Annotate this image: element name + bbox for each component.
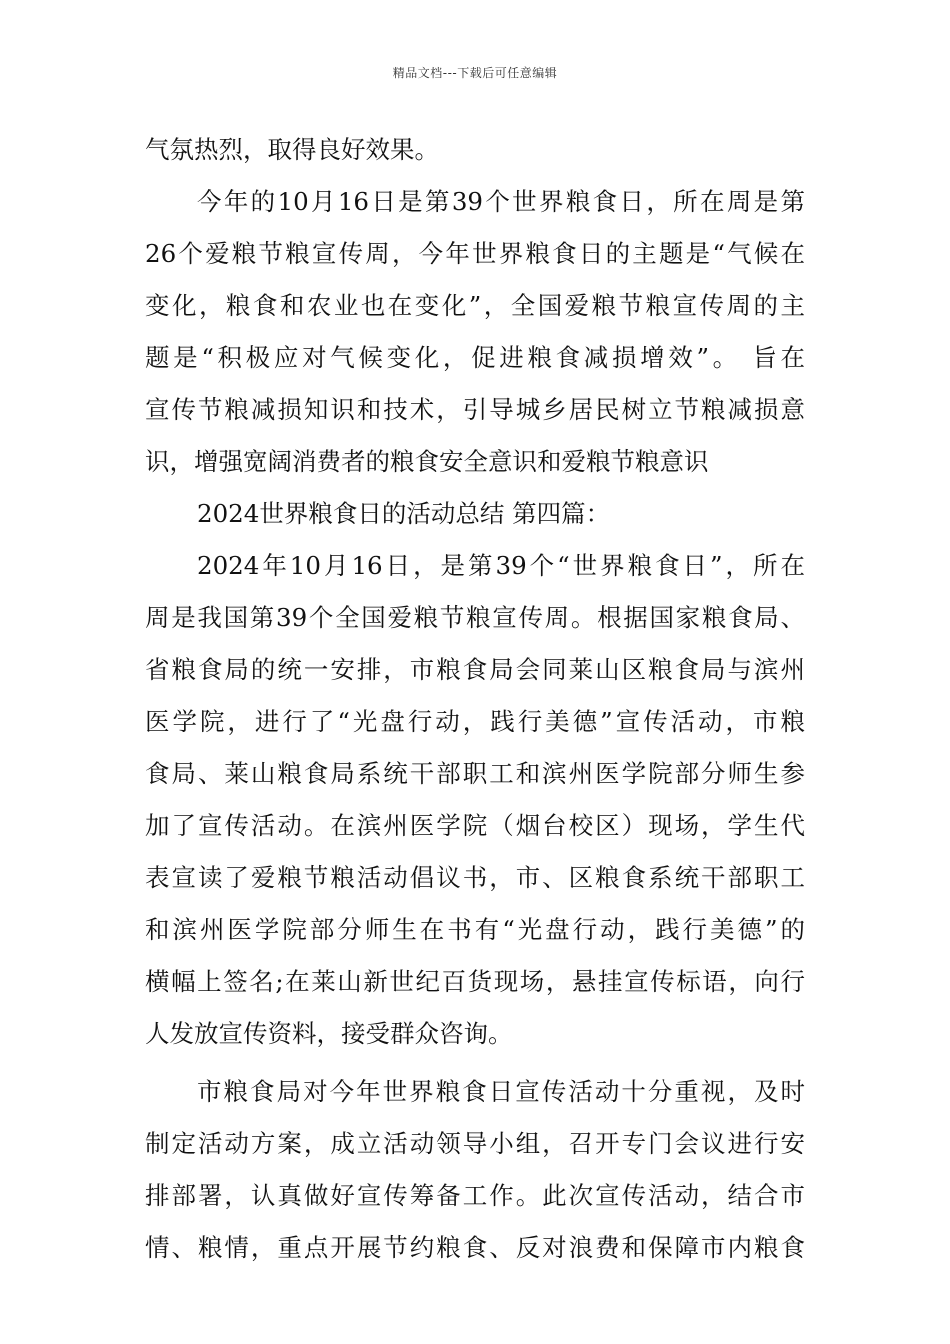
text-line: 排部署，认真做好宣传筹备工作。此次宣传活动，结合市 — [145, 1181, 805, 1210]
text-line: 26个爱粮节粮宣传周，今年世界粮食日的主题是“气候在 — [145, 239, 805, 268]
text-line: 制定活动方案，成立活动领导小组，召开专门会议进行安 — [145, 1129, 805, 1158]
text-line: 加了宣传活动。在滨州医学院（烟台校区）现场，学生代 — [145, 811, 805, 840]
text-line: 宣传节粮减损知识和技术，引导城乡居民树立节粮减损意 — [145, 395, 805, 424]
document-body — [145, 124, 805, 1274]
text-line: 医学院，进行了“光盘行动，践行美德”宣传活动，市粮 — [145, 707, 805, 736]
text-line: 题是“积极应对气候变化，促进粮食减损增效”。 旨在 — [145, 343, 805, 372]
text-line: 表宣读了爱粮节粮活动倡议书，市、区粮食系统干部职工 — [145, 863, 805, 892]
text-line: 人发放宣传资料，接受群众咨询。 — [145, 1019, 513, 1048]
page-header: 精品文档---下载后可任意编辑 — [392, 66, 558, 80]
text-line: 今年的10月16日是第39个世界粮食日，所在周是第 — [197, 187, 805, 216]
text-line: 市粮食局对今年世界粮食日宣传活动十分重视，及时 — [197, 1077, 805, 1106]
text-line: 和滨州医学院部分师生在书有“光盘行动，践行美德”的 — [145, 915, 805, 944]
text-line: 气氛热烈，取得良好效果。 — [145, 135, 439, 164]
text-line: 变化，粮食和农业也在变化”，全国爱粮节粮宣传周的主 — [145, 291, 805, 320]
text-line: 食局、莱山粮食局系统干部职工和滨州医学院部分师生参 — [145, 759, 805, 788]
text-line: 情、粮情，重点开展节约粮食、反对浪费和保障市内粮食 — [145, 1233, 805, 1262]
text-line: 横幅上签名;在莱山新世纪百货现场，悬挂宣传标语，向行 — [145, 967, 805, 996]
text-line: 识，增强宽阔消费者的粮食安全意识和爱粮节粮意识 — [145, 447, 709, 476]
text-line: 2024年10月16日，是第39个“世界粮食日”，所在 — [197, 551, 805, 580]
text-line: 周是我国第39个全国爱粮节粮宣传周。根据国家粮食局、 — [145, 603, 805, 632]
section-heading: 2024世界粮食日的活动总结 第四篇： — [197, 499, 611, 528]
text-line: 省粮食局的统一安排，市粮食局会同莱山区粮食局与滨州 — [145, 655, 805, 684]
